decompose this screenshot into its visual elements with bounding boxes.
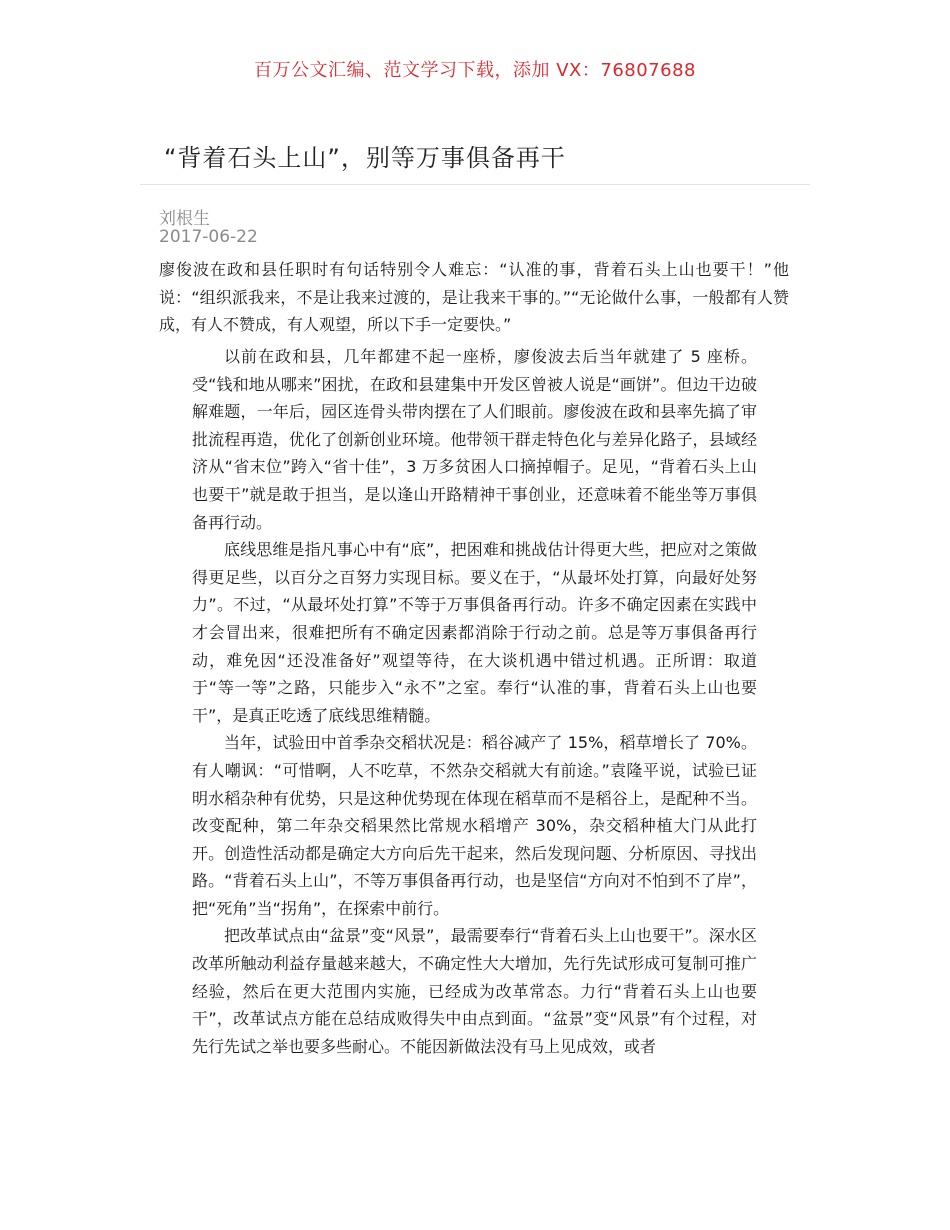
article-date: 2017-06-22: [159, 227, 258, 247]
article-paragraph: 把改革试点由“盆景”变“风景”，最需要奉行“背着石头上山也要干”。深水区改革所触动利益存量越来越大，不确定性大大增加，先行先试形成可复制可推广经验，然后在更大范围内实施，已经成为改革常态。力行“背着石头上山也要干”，改革试点方能在总结成败得失中由点到面。“盆景”变“风景”有个过程，对先行先试之举也要多些耐心。不能因新做法没有马上见成效，或者: [192, 926, 757, 1056]
article-lead-paragraph: 廖俊波在政和县任职时有句话特别令人难忘：“认准的事，背着石头上山也要干！”他说：“组织派我来，不是让我来过渡的，是让我来干事的。”“无论做什么事，一般都有人赞成，有人不赞成，有人观望，所以下手一定要快。”: [159, 260, 789, 334]
article-author: 刘根生: [159, 209, 210, 229]
article-paragraph: 以前在政和县，几年都建不起一座桥，廖俊波去后当年就建了 5 座桥。受“钱和地从哪来”困扰，在政和县建集中开发区曾被人说是“画饼”。但边干边破解难题，一年后，园区连骨头带肉摆在了人们眼前。廖俊波在政和县率先搞了审批流程再造，优化了创新创业环境。他带领干群走特色化与差异化路子，县域经济从“省末位”跨入“省十佳”，3 万多贫困人口摘掉帽子。足见，“背着石头上山也要干”就是敢于担当，是以逢山开路精神干事创业，还意味着不能坐等万事俱备再行动。: [192, 347, 757, 532]
article-paragraph: 底线思维是指凡事心中有“底”，把困难和挑战估计得更大些，把应对之策做得更足些，以百分之百努力实现目标。要义在于，“从最坏处打算，向最好处努力”。不过，“从最坏处打算”不等于万事俱备再行动。许多不确定因素在实践中才会冒出来，很难把所有不确定因素都消除于行动之前。总是等万事俱备再行动，难免因“还没准备好”观望等待，在大谈机遇中错过机遇。正所谓：取道于“等一等”之路，只能步入“永不”之室。奉行“认准的事，背着石头上山也要干”，是真正吃透了底线思维精髓。: [192, 540, 757, 725]
title-divider: [140, 184, 810, 185]
article-paragraph: 当年，试验田中首季杂交稻状况是：稻谷减产了 15%，稻草增长了 70%。有人嘲讽：“可惜啊，人不吃草，不然杂交稻就大有前途。”袁隆平说，试验已证明水稻杂种有优势，只是这种优势现在体现在稻草而不是稻谷上，是配种不当。改变配种，第二年杂交稻果然比常规水稻增产 30%，杂交稻种植大门从此打开。创造性活动都是确定大方向后先干起来，然后发现问题、分析原因、寻找出路。“背着石头上山”，不等万事俱备再行动，也是坚信“方向对不怕到不了岸”，把“死角”当“拐角”，在探索中前行。: [192, 733, 757, 918]
article-body: [192, 343, 757, 1060]
promo-banner: 百万公文汇编、范文学习下载，添加 VX：76807688: [254, 60, 696, 81]
article-title: “背着石头上山”，别等万事俱备再干: [164, 144, 566, 172]
